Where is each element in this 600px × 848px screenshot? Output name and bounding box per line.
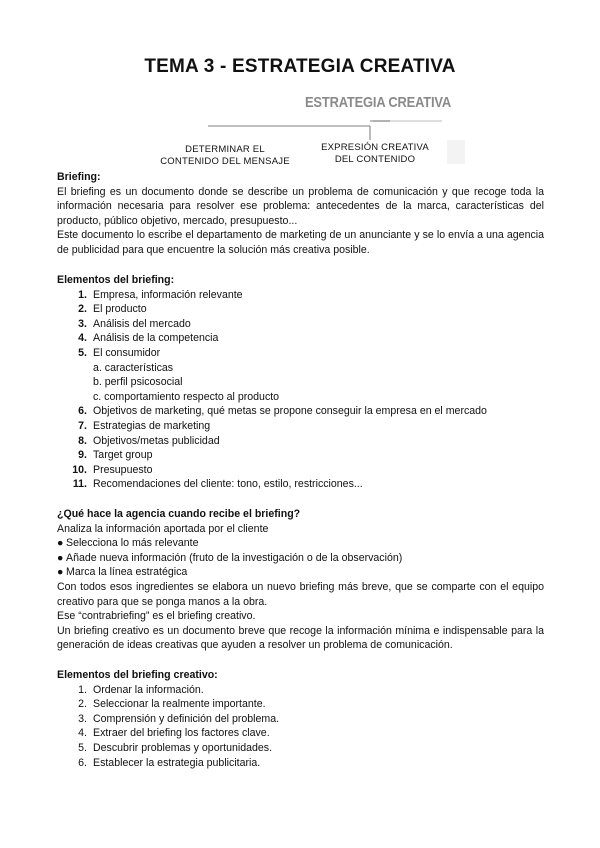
list-item: 9. Target group [78,449,153,462]
creativo-heading: Elementos del briefing creativo: [57,669,218,681]
diagram-heading: ESTRATEGIA CREATIVA [305,94,452,111]
list-item: 2. El producto [78,303,147,316]
bullet-item: ● Selecciona lo más relevante [57,537,199,550]
bullet-item: ● Marca la línea estratégica [57,566,188,579]
list-item: 10. Presupuesto [72,463,153,476]
diagram-shadow [447,140,465,164]
list-item: 3. Análisis del mercado [78,317,191,330]
diagram-left-box [140,144,310,168]
diagram-left-line1: DETERMINAR EL [185,144,265,155]
sub-list-item: a. características [93,361,174,374]
list-item: 2. Seleccionar la realmente importante. [78,698,266,711]
bullet-dot-icon: ● [57,537,64,550]
list-item: 1. Empresa, información relevante [78,288,243,301]
strategy-diagram [0,90,600,170]
briefing-section [57,170,544,258]
diagram-left-line2: CONTENIDO DEL MENSAJE [160,156,290,167]
diagram-right-line2: DEL CONTENIDO [334,154,416,165]
agencia-bullet-list [57,536,544,580]
list-item: 3. Comprensión y definición del problema. [78,712,280,725]
agencia-paragraph-3: Un briefing creativo es un documento breve que recoge la información mínima e indispensable para la generación de ideas creativas que ayuden a resolver un problema de comunicación. [57,624,544,652]
bullet-dot-icon: ● [57,566,64,579]
bullet-item: ● Añade nueva información (fruto de la investigación o de la observación) [57,551,403,564]
briefing-paragraph-1: El briefing es un documento donde se describe un problema de comunicación y que recoge toda la información necesaria para resolver ese problema: antecedentes de la marca, características del producto, público objetivo, mercado, presupuesto... [57,185,544,227]
list-item: 8. Objetivos/metas publicidad [78,434,220,447]
agencia-section [57,507,544,653]
list-item: 4. Análisis de la competencia [78,332,219,345]
list-item: 7. Estrategias de marketing [78,419,211,432]
page-title: TEMA 3 - ESTRATEGIA CREATIVA [144,56,456,77]
briefing-paragraph-2: Este documento lo escribe el departamento de marketing de un anunciante y se lo envía a una agencia de publicidad para que encuentre la solución más creativa posible. [57,229,544,256]
list-item: 11. Recomendaciones del cliente: tono, estilo, restricciones... [72,478,363,491]
list-item: 5. Descubrir problemas y oportunidades. [78,741,273,754]
agencia-paragraph-1: Con todos esos ingredientes se elabora un nuevo briefing más breve, que se comparte con el equipo creativo para que se ponga manos a la obra. [57,580,544,608]
sub-list-item: c. comportamiento respecto al producto [93,390,280,403]
briefing-heading: Briefing: [57,171,101,183]
elementos-section [57,273,544,492]
agencia-paragraph-2: Ese “contrabriefing” es el briefing creativo. [57,610,256,623]
sub-list-item: b. perfil psicosocial [93,376,183,389]
list-item: 4. Extraer del briefing los factores clave. [78,727,270,740]
list-item: 6. Objetivos de marketing, qué metas se propone conseguir la empresa en el mercado [78,405,487,418]
creativo-section [57,668,544,770]
bullet-dot-icon: ● [57,551,64,564]
list-item: 1. Ordenar la información. [78,683,204,696]
list-item: 6. Establecer la estrategia publicitaria. [78,756,261,769]
agencia-intro: Analiza la información aportada por el cliente [57,522,269,535]
list-item: 5. El consumidor [78,346,161,359]
elementos-list [57,288,544,492]
creativo-list [57,683,544,771]
elementos-heading: Elementos del briefing: [57,274,175,286]
diagram-right-line1: EXPRESIÓN CREATIVA [321,142,429,153]
diagram-right-box [305,142,445,166]
agencia-heading: ¿Qué hace la agencia cuando recibe el briefing? [57,508,301,520]
